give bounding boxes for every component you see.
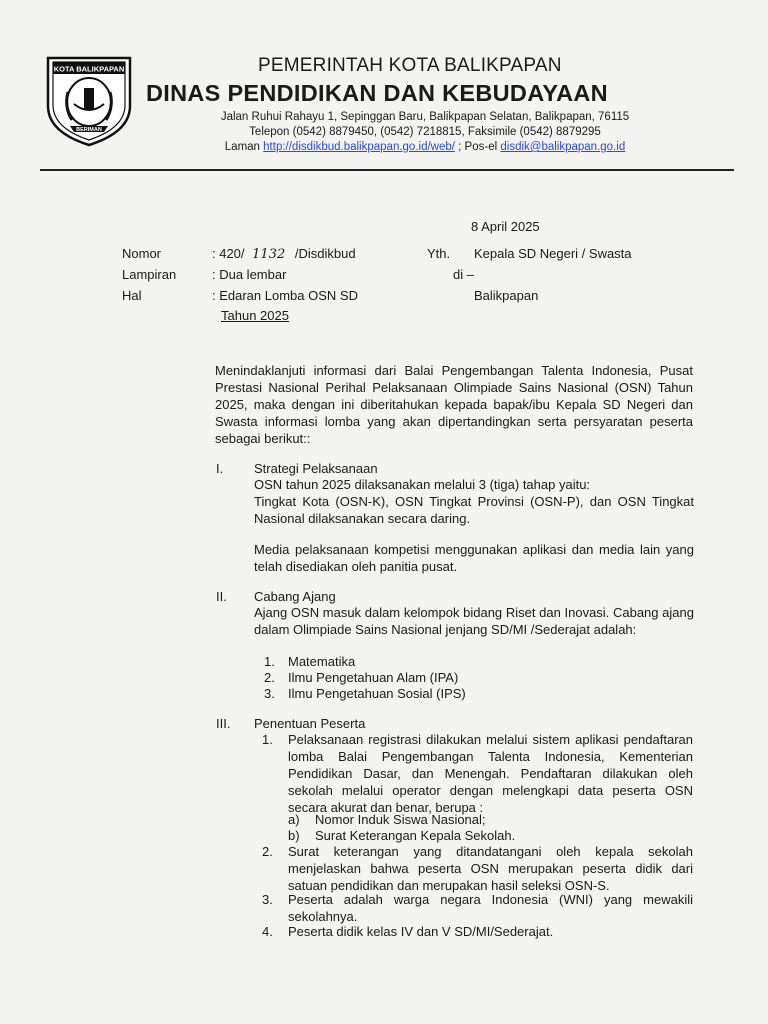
list-item: Surat keterangan yang ditandatangani oleh kepala sekolah menjelaskan bahwa peserta OSN merupakan peserta didik dari satuan pendidikan dan merupakan hasil seleksi OSN-S. (288, 844, 693, 893)
list-item-number: 3. (264, 686, 275, 701)
svg-text:KOTA BALIKPAPAN: KOTA BALIKPAPAN (53, 64, 125, 74)
city-seal-logo (44, 52, 134, 148)
sub-item-marker: b) (288, 828, 300, 843)
office-name: DINAS PENDIDIKAN DAN KEBUDAYAAN (146, 80, 608, 106)
list-item-number: 2. (262, 844, 273, 859)
recipient-name: Kepala SD Negeri / Swasta (474, 246, 632, 261)
nomor-handwritten: 1132 (252, 247, 286, 262)
nomor-prefix: : 420/ (212, 246, 245, 261)
list-item-number: 2. (264, 670, 275, 685)
section-3-number: III. (216, 716, 231, 731)
list-item: Ilmu Pengetahuan Sosial (IPS) (288, 686, 466, 701)
section-2-number: II. (216, 589, 227, 604)
list-item: Peserta adalah warga negara Indonesia (WNI) yang mewakili sekolahnya. (288, 892, 693, 924)
intro-paragraph: Menindaklanjuti informasi dari Balai Pengembangan Talenta Indonesia, Pusat Prestasi Nasional Perihal Pelaksanaan Olimpiade Sains Nasional (OSN) Tahun 2025, maka dengan ini diberitahukan kepada bapak/ibu Kepala SD Negeri dan Swasta informasi lomba yang akan dipertandingkan serta persyaratan peserta sebagai berikut:: (215, 363, 693, 446)
sub-item: Surat Keterangan Kepala Sekolah. (315, 828, 516, 843)
office-phone: Telepon (0542) 8879450, (0542) 7218815, Faksimile (0542) 8879295 (249, 126, 601, 138)
section-1-title: Strategi Pelaksanaan (254, 461, 378, 476)
sub-item-marker: a) (288, 812, 300, 827)
section-2-title: Cabang Ajang (254, 589, 336, 604)
section-3-title: Penentuan Peserta (254, 716, 366, 731)
government-name: PEMERINTAH KOTA BALIKPAPAN (258, 55, 562, 76)
list-item: Peserta didik kelas IV dan V SD/MI/Sederajat. (288, 924, 554, 939)
list-item: Ilmu Pengetahuan Alam (IPA) (288, 670, 459, 685)
list-item-number: 3. (262, 892, 273, 907)
list-item: Pelaksanaan registrasi dilakukan melalui sistem aplikasi pendaftaran lomba Balai Pengembangan Talenta Indonesia, Kementerian Pendidikan Dasar, dan Menengah. Pendaftaran dilakukan oleh sekolah melalui operator dengan melengkapi data peserta OSN secara akurat dan benar, berupa : (288, 732, 693, 815)
email-link[interactable]: disdik@balikpapan.go.id (500, 141, 626, 153)
list-item-number: 1. (264, 654, 275, 669)
list-item-number: 1. (262, 732, 273, 747)
hal-label: Hal (122, 288, 142, 303)
header-divider (40, 169, 734, 171)
section-2-para-1: Ajang OSN masuk dalam kelompok bidang Riset dan Inovasi. Cabang ajang dalam Olimpiade Sains Nasional jenjang SD/MI /Sederajat adalah: (254, 605, 694, 637)
letter-date: 8 April 2025 (471, 219, 540, 234)
website-link[interactable]: http://disdikbud.balikpapan.go.id/web/ (263, 141, 455, 153)
list-item-number: 4. (262, 924, 273, 939)
lampiran-label: Lampiran (122, 267, 177, 282)
nomor-value (212, 246, 356, 263)
sub-item: Nomor Induk Siswa Nasional; (315, 812, 486, 827)
recipient-di: di – (453, 267, 474, 282)
section-1-para-2: Tingkat Kota (OSN-K), OSN Tingkat Provinsi (OSN-P), dan OSN Tingkat Nasional dilaksanakan secara daring. (254, 494, 694, 526)
svg-text:BERIMAN: BERIMAN (76, 127, 102, 133)
list-item: Matematika (288, 654, 356, 669)
web-prefix: Laman (224, 141, 260, 153)
recipient-place: Balikpapan (474, 288, 539, 303)
yth-label: Yth. (427, 246, 451, 261)
section-1-number: I. (216, 461, 224, 476)
nomor-suffix: /Disdikbud (294, 246, 356, 261)
hal-value: : Edaran Lomba OSN SD (212, 288, 358, 303)
mail-prefix: ; Pos-el (458, 141, 498, 153)
office-address: Jalan Ruhui Rahayu 1, Sepinggan Baru, Balikpapan Selatan, Balikpapan, 76115 (220, 111, 630, 123)
office-contact (140, 141, 710, 153)
lampiran-value: : Dua lembar (212, 267, 287, 282)
hal-value-year: Tahun 2025 (221, 308, 289, 323)
section-1-para-1: OSN tahun 2025 dilaksanakan melalui 3 (tiga) tahap yaitu: (254, 477, 591, 492)
section-1-para-3: Media pelaksanaan kompetisi menggunakan aplikasi dan media lain yang telah disediakan oleh panitia pusat. (254, 542, 694, 574)
nomor-label: Nomor (122, 246, 162, 261)
